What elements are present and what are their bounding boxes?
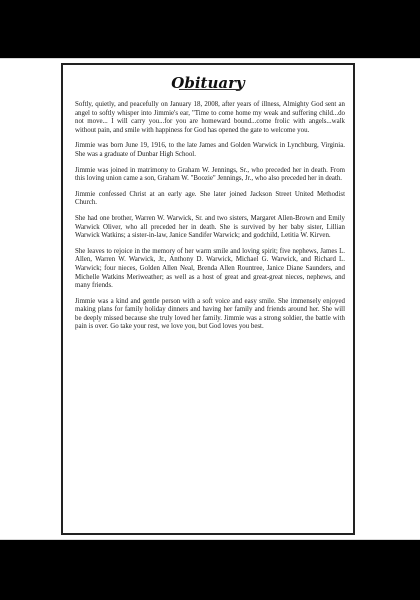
paragraph-marriage: Jimmie was joined in matrimony to Graham W. Jennings, Sr., who preceded her in death. From this loving union came a son, Graham W. "Boozie" Jennings, Jr., who also preceded her in death.	[75, 166, 345, 183]
paragraph-siblings: She had one brother, Warren W. Warwick, Sr. and two sisters, Margaret Allen-Brown and Emily Warwick Oliver, who all preceded her in death. She is survived by her baby sister, Lillian Warwick Watkins; a sister-in-law, Janice Sandifer Warwick; and godchild, Letitia W. Kirven.	[75, 214, 345, 240]
title-underline-flourish	[179, 89, 241, 92]
paragraph-faith: Jimmie confessed Christ at an early age. She later joined Jackson Street United Methodist Church.	[75, 190, 345, 207]
document-page	[0, 58, 420, 540]
obituary-card	[61, 63, 355, 535]
paragraph-remembrance: Jimmie was a kind and gentle person with a soft voice and easy smile. She immensely enjoyed making plans for family holiday dinners and having her family and friends around her. She will be deeply missed because she truly loved her family. Jimmie was a strong soldier, the battle with pain is over. Go take your rest, we love you, but God loves you best.	[75, 297, 345, 331]
paragraph-passing: Softly, quietly, and peacefully on January 18, 2008, after years of illness, Almighty God sent an angel to softly whisper into Jimmie's ear, "Time to come home my weak and suffering child...do not move... I will carry you...for you are homeward bound...come frolic with angels...walk without pain, and smile with happiness for God has opened the gate to welcome you.	[75, 101, 345, 134]
obituary-body	[75, 101, 345, 339]
paragraph-survivors: She leaves to rejoice in the memory of her warm smile and loving spirit; five nephews, James L. Allen, Warren W. Warwick, Jr., Anthony D. Warwick, Michael G. Warwick, and Richard L. Warwick; four nieces, Golden Allen Neal, Brenda Allen Rountree, Janice Diane Saunders, and Michelle Watkins Meriweather; as well as a host of great and great-great nieces, nephews, and many friends.	[75, 247, 345, 290]
obituary-title: Obituary	[171, 74, 245, 92]
paragraph-birth: Jimmie was born June 19, 1916, to the late James and Golden Warwick in Lynchburg, Virginia. She was a graduate of Dunbar High School.	[75, 142, 345, 158]
